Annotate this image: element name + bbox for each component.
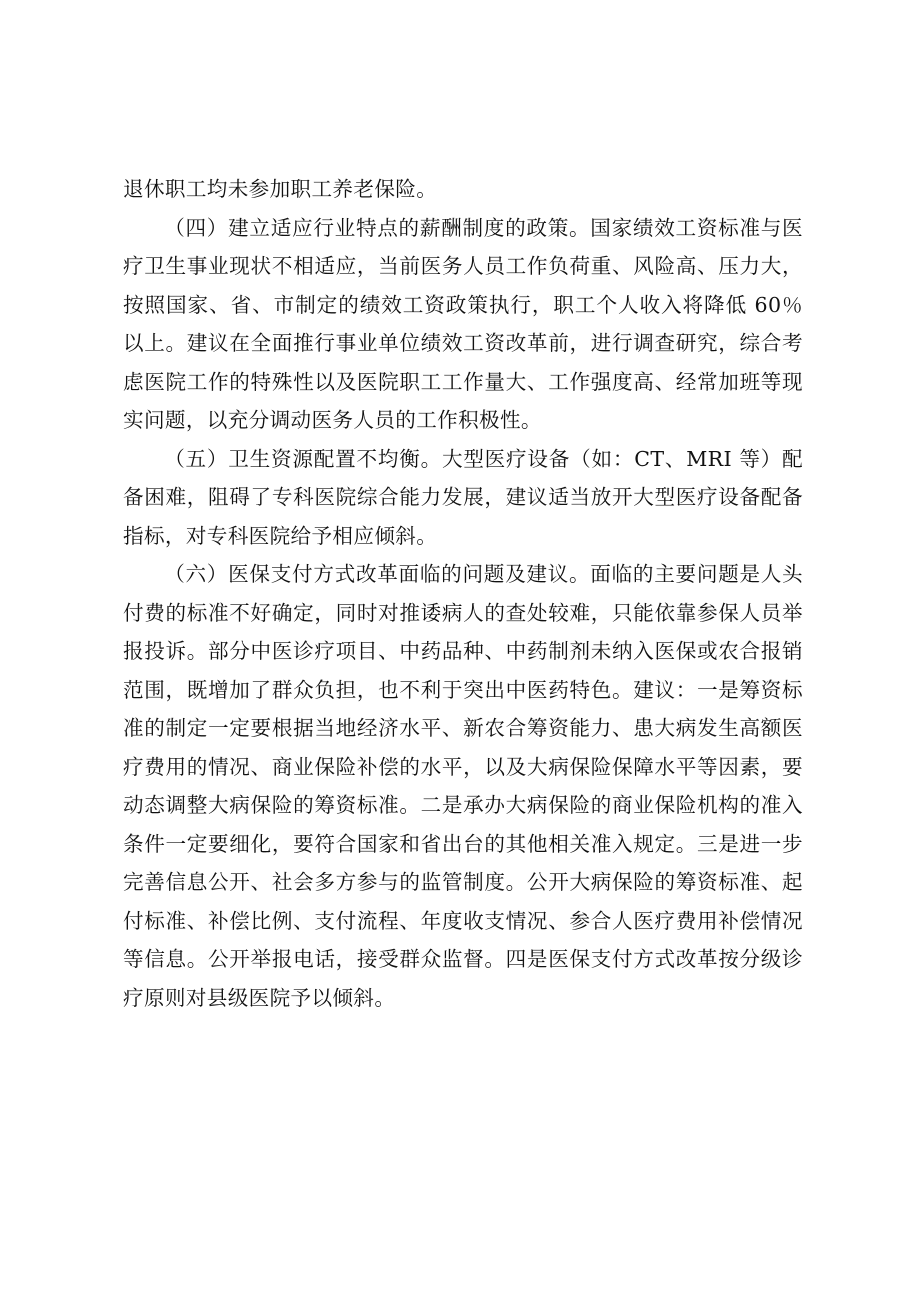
paragraph-continuation: 退休职工均未参加职工养老保险。 xyxy=(123,177,438,201)
paragraph-section-4: （四）建立适应行业特点的薪酬制度的政策。国家绩效工资标准与医疗卫生事业现状不相适应，当前医务人员工作负荷重、风险高、压力大，按照国家、省、市制定的绩效工资政策执行，职工个人收入将降低 60％以上。建议在全面推行事业单位绩效工资改革前，进行调查研究，综合考虑医院工作的特殊性以及医院职工工作量大、工作强度高、经常加班等现实问题，以充分调动医务人员的工作积极性。 xyxy=(123,215,803,432)
document-body xyxy=(123,170,803,1017)
paragraph-section-5: （五）卫生资源配置不均衡。大型医疗设备（如：CT、MRI 等）配备困难，阻碍了专科医院综合能力发展，建议适当放开大型医疗设备配备指标，对专科医院给予相应倾斜。 xyxy=(123,446,803,548)
paragraph-section-6: （六）医保支付方式改革面临的问题及建议。面临的主要问题是人头付费的标准不好确定，同时对推诿病人的查处较难，只能依靠参保人员举报投诉。部分中医诊疗项目、中药品种、中药制剂未纳入医保或农合报销范围，既增加了群众负担，也不利于突出中医药特色。建议：一是筹资标准的制定一定要根据当地经济水平、新农合筹资能力、患大病发生高额医疗费用的情况、商业保险补偿的水平，以及大病保险保障水平等因素，要动态调整大病保险的筹资标准。二是承办大病保险的商业保险机构的准入条件一定要细化，要符合国家和省出台的其他相关准入规定。三是进一步完善信息公开、社会多方参与的监管制度。公开大病保险的筹资标准、起付标准、补偿比例、支付流程、年度收支情况、参合人医疗费用补偿情况等信息。公开举报电话，接受群众监督。四是医保支付方式改革按分级诊疗原则对县级医院予以倾斜。 xyxy=(123,562,803,1010)
